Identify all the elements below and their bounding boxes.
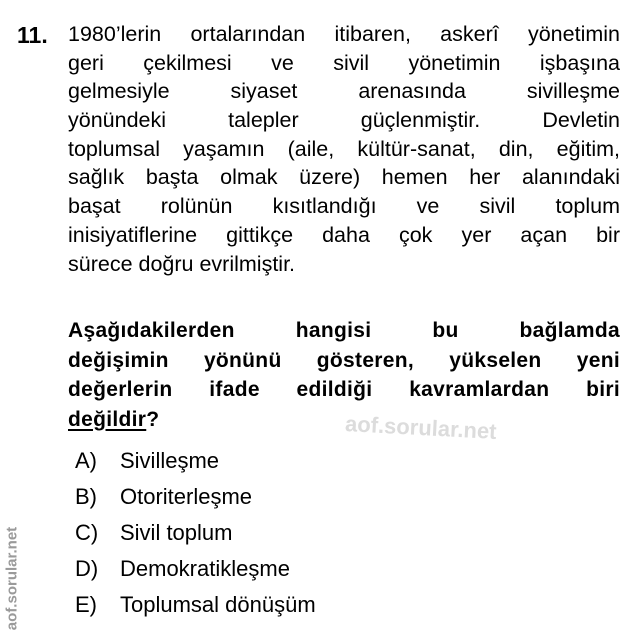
option-b[interactable] [75,482,316,518]
option-text: Demokratikleşme [120,556,290,581]
option-text: Sivil toplum [120,520,233,545]
option-letter: E) [75,592,97,617]
option-text: Toplumsal dönüşüm [120,592,316,617]
question-mark: ? [146,407,160,431]
stem-line: yönündeki talepler güçlenmiştir. Devletin [68,108,620,133]
negation-emphasis: değildir [68,407,147,431]
stem-line: gelmesiyle siyaset arenasında sivilleşme [68,79,620,104]
option-c[interactable] [75,518,316,554]
stem-line: başat rolünün kısıtlandığı ve sivil toplum [68,194,620,219]
stem-line: inisiyatiflerine gittikçe daha çok yer açan bir [68,222,620,247]
option-a[interactable] [75,446,316,482]
question-stem [68,20,620,278]
option-text: Otoriterleşme [120,484,253,509]
option-text: Sivilleşme [120,448,220,473]
option-letter: C) [75,520,99,545]
prompt-line: değerlerin ifade edildiği kavramlardan biri [68,378,620,401]
side-watermark: aof.sorular.net [3,526,21,631]
option-letter: B) [75,484,97,509]
answer-options [75,446,316,626]
stem-line: 1980’lerin ortalarından itibaren, askerî yönetimin [68,22,620,46]
question-number: 11. [17,22,48,48]
question-prompt [68,316,620,434]
stem-line: sürece doğru evrilmiştir. [68,251,296,276]
option-e[interactable] [75,590,316,626]
stem-line: sağlık başta olmak üzere) hemen her alanındaki [68,165,620,190]
option-letter: D) [75,556,99,581]
option-d[interactable] [75,554,316,590]
prompt-line: Aşağıdakilerden hangisi bu bağlamda [68,319,620,342]
option-letter: A) [75,448,97,473]
stem-line: toplumsal yaşamın (aile, kültür-sanat, din, eğitim, [68,136,620,161]
prompt-line: değişimin yönünü gösteren, yükselen yeni [68,348,620,372]
watermark: aof.sorular.net [344,411,498,444]
stem-line: geri çekilmesi ve sivil yönetimin işbaşına [68,50,620,75]
